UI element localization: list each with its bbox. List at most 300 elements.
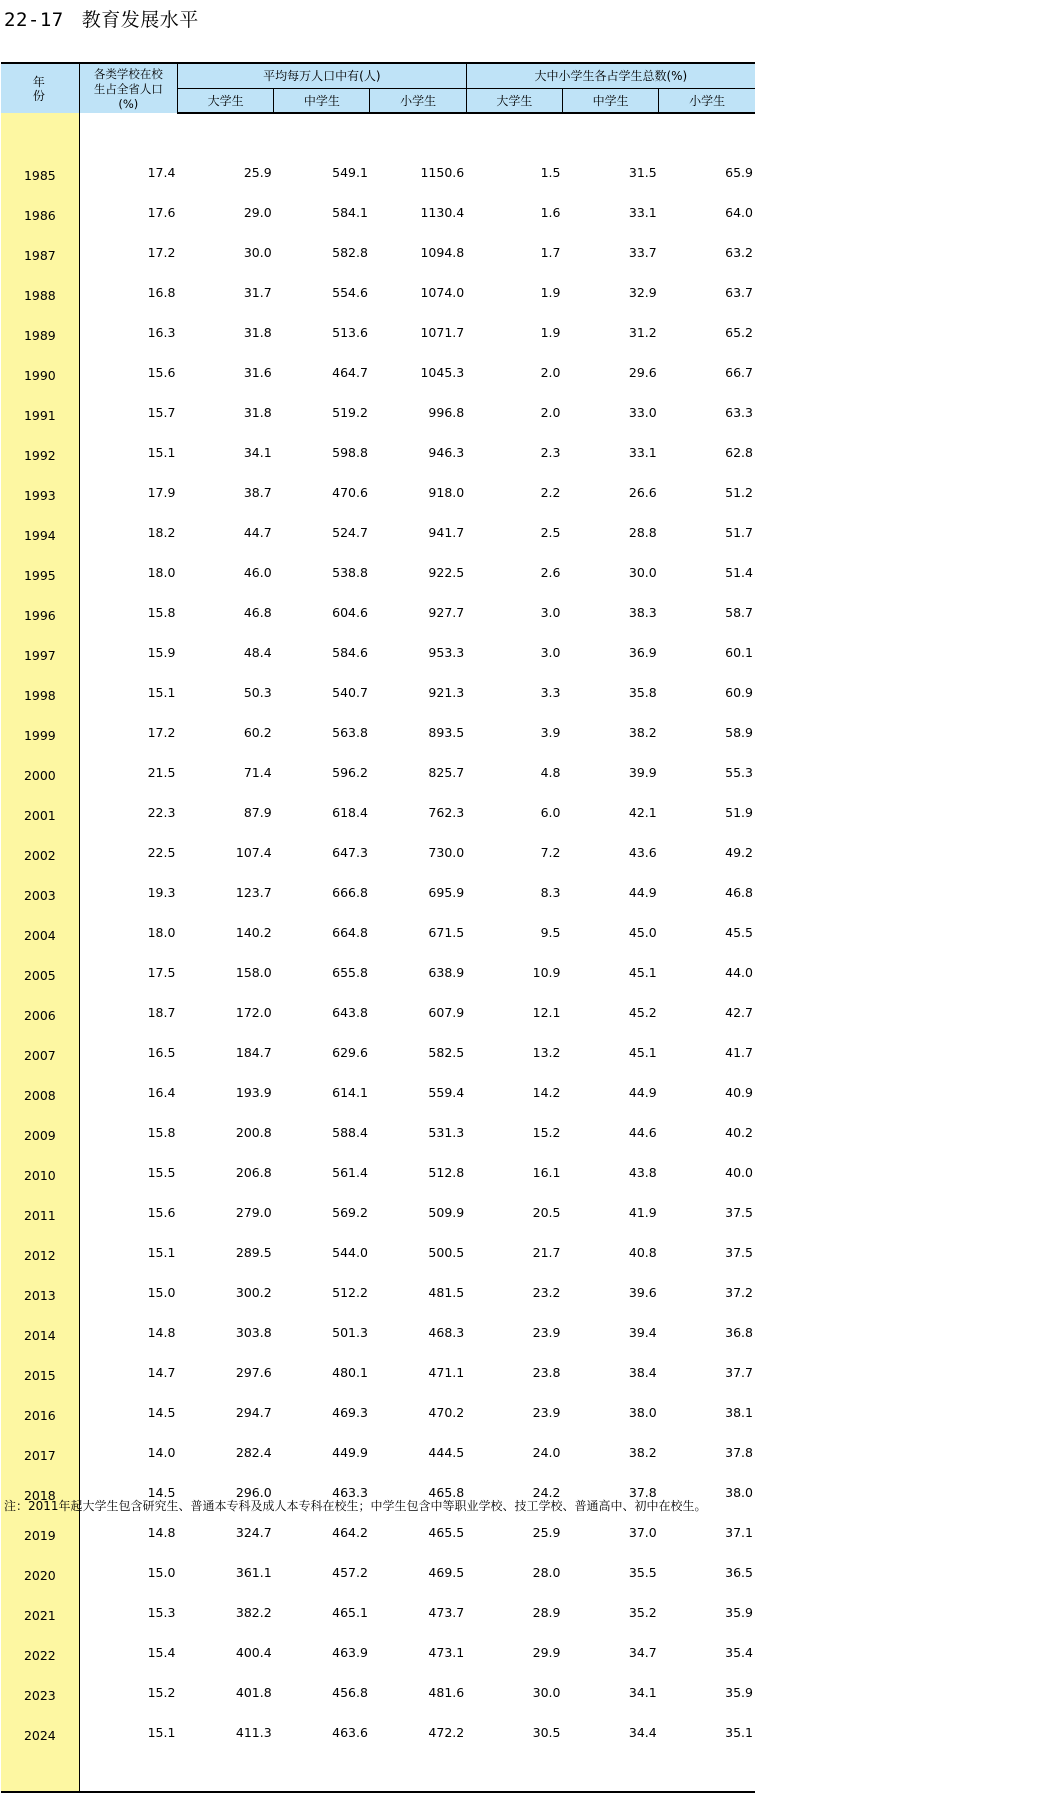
cell-primary-pct: 37.5: [725, 1245, 753, 1260]
cell-share: 15.1: [147, 445, 176, 460]
year-cell: [1, 113, 79, 148]
table-row: [1, 228, 755, 268]
cell-primary-pct: 62.8: [725, 445, 753, 460]
year-cell: [1, 1748, 79, 1792]
cell-primary-pct: 58.9: [725, 725, 753, 740]
cell-middle-pct: 37.0: [628, 1525, 657, 1540]
header-sub-university-pct: 大学生: [466, 89, 562, 114]
cell-year: 2002: [1, 828, 79, 868]
cell-primary-pct: 35.1: [725, 1725, 753, 1740]
table-row: [1, 668, 755, 708]
cell-primary-pct: 35.4: [725, 1645, 753, 1660]
cell-middle-per: 449.9: [332, 1445, 368, 1460]
cell-primary-per: 469.5: [428, 1565, 465, 1580]
cell-middle-per: 584.6: [332, 645, 368, 660]
cell-share: 16.5: [147, 1045, 176, 1060]
cell-year: 2015: [1, 1348, 79, 1388]
cell-middle-per: 549.1: [332, 165, 368, 180]
cell-year: 1986: [1, 188, 79, 228]
cell-middle-pct: 43.8: [628, 1165, 657, 1180]
cell-primary-pct: 66.7: [725, 365, 753, 380]
cell-university-pct: 30.5: [532, 1725, 561, 1740]
cell-university-per: 297.6: [235, 1365, 272, 1380]
cell-middle-pct: 31.2: [628, 325, 657, 340]
cell-middle-per: 464.2: [332, 1525, 368, 1540]
cell-year: 1988: [1, 268, 79, 308]
cell-primary-pct: 51.4: [725, 565, 753, 580]
cell-university-pct: 2.0: [540, 365, 561, 380]
cell-middle-per: 588.4: [332, 1125, 368, 1140]
cell-share: 14.5: [147, 1485, 176, 1500]
cell-middle-per: 501.3: [332, 1325, 368, 1340]
cell-primary-per: 671.5: [428, 925, 465, 940]
header-share-line3: (%): [118, 96, 139, 111]
header-sub-middle-per: 中学生: [274, 89, 370, 114]
cell-middle-per: 513.6: [332, 325, 368, 340]
cell-year: 1990: [1, 348, 79, 388]
cell-share: 17.5: [147, 965, 176, 980]
cell-year: 2003: [1, 868, 79, 908]
cell-share: 22.3: [147, 805, 176, 820]
empty-cell: [79, 113, 177, 148]
cell-university-per: 172.0: [235, 1005, 272, 1020]
cell-share: 18.7: [147, 1005, 176, 1020]
cell-university-per: 401.8: [235, 1685, 272, 1700]
footnote: 注：2011年起大学生包含研究生、普通本专科及成人本专科在校生；中学生包含中等职业学校、技工学校、普通高中、初中在校生。: [4, 1499, 707, 1513]
cell-university-per: 382.2: [235, 1605, 272, 1620]
cell-share: 15.7: [147, 405, 176, 420]
cell-university-pct: 2.3: [540, 445, 561, 460]
table-title: 教育发展水平: [81, 9, 199, 31]
cell-year: 2011: [1, 1188, 79, 1228]
cell-primary-pct: 41.7: [725, 1045, 753, 1060]
empty-cell: [79, 1748, 177, 1792]
cell-share: 14.8: [147, 1325, 176, 1340]
cell-share: 15.9: [147, 645, 176, 660]
cell-university-pct: 28.9: [532, 1605, 561, 1620]
cell-middle-per: 463.9: [332, 1645, 368, 1660]
cell-university-per: 294.7: [235, 1405, 272, 1420]
cell-primary-per: 922.5: [428, 565, 465, 580]
cell-university-per: 279.0: [235, 1205, 272, 1220]
cell-primary-per: 607.9: [428, 1005, 465, 1020]
cell-middle-pct: 32.9: [628, 285, 657, 300]
cell-year: 1997: [1, 628, 79, 668]
cell-primary-per: 921.3: [428, 685, 465, 700]
header-share: [79, 63, 177, 113]
table-row: [1, 1348, 755, 1388]
cell-share: 18.0: [147, 565, 176, 580]
cell-share: 17.2: [147, 245, 176, 260]
cell-primary-per: 512.8: [428, 1165, 465, 1180]
table-number: 22-17: [4, 9, 64, 31]
cell-primary-per: 465.8: [428, 1485, 465, 1500]
cell-middle-pct: 44.9: [628, 1085, 657, 1100]
cell-middle-pct: 45.2: [628, 1005, 657, 1020]
cell-primary-pct: 40.2: [725, 1125, 753, 1140]
empty-cell: [370, 113, 466, 148]
cell-share: 18.2: [147, 525, 176, 540]
cell-year: 2009: [1, 1108, 79, 1148]
cell-middle-pct: 44.9: [628, 885, 657, 900]
cell-middle-pct: 44.6: [628, 1125, 657, 1140]
cell-primary-per: 481.6: [428, 1685, 465, 1700]
cell-middle-per: 470.6: [332, 485, 368, 500]
cell-middle-pct: 33.0: [628, 405, 657, 420]
table-row: [1, 1308, 755, 1348]
cell-middle-pct: 45.1: [628, 1045, 657, 1060]
cell-share: 15.0: [147, 1565, 176, 1580]
table-row: [1, 1388, 755, 1428]
cell-share: 16.3: [147, 325, 176, 340]
cell-university-pct: 2.0: [540, 405, 561, 420]
cell-year: 1987: [1, 228, 79, 268]
end-row: [1, 1748, 755, 1792]
cell-primary-per: 730.0: [428, 845, 465, 860]
empty-cell: [562, 1748, 658, 1792]
table-row: [1, 1188, 755, 1228]
cell-primary-per: 941.7: [428, 525, 465, 540]
cell-university-pct: 1.9: [540, 325, 561, 340]
cell-middle-pct: 36.9: [628, 645, 657, 660]
cell-university-pct: 24.2: [532, 1485, 561, 1500]
cell-year: 2012: [1, 1228, 79, 1268]
cell-university-per: 296.0: [235, 1485, 272, 1500]
cell-middle-pct: 39.9: [628, 765, 657, 780]
cell-year: 2004: [1, 908, 79, 948]
cell-university-pct: 14.2: [532, 1085, 561, 1100]
cell-university-per: 31.6: [243, 365, 272, 380]
cell-university-pct: 29.9: [532, 1645, 561, 1660]
cell-share: 17.4: [147, 165, 176, 180]
cell-primary-per: 509.9: [428, 1205, 465, 1220]
cell-year: 2013: [1, 1268, 79, 1308]
table-row: [1, 548, 755, 588]
cell-year: 1992: [1, 428, 79, 468]
table-row: [1, 1268, 755, 1308]
cell-primary-pct: 55.3: [725, 765, 753, 780]
cell-middle-per: 643.8: [332, 1005, 368, 1020]
cell-primary-pct: 64.0: [725, 205, 753, 220]
cell-share: 15.1: [147, 1725, 176, 1740]
cell-university-pct: 1.7: [540, 245, 561, 260]
cell-primary-pct: 37.8: [725, 1445, 753, 1460]
cell-university-per: 46.8: [243, 605, 272, 620]
cell-university-per: 303.8: [235, 1325, 272, 1340]
cell-share: 15.1: [147, 685, 176, 700]
cell-primary-per: 1130.4: [420, 205, 465, 220]
cell-university-per: 361.1: [235, 1565, 272, 1580]
cell-university-pct: 15.2: [532, 1125, 561, 1140]
table-row: [1, 1708, 755, 1748]
cell-primary-per: 465.5: [428, 1525, 465, 1540]
header-sub-university-per: 大学生: [177, 89, 273, 114]
cell-middle-pct: 40.8: [628, 1245, 657, 1260]
cell-middle-per: 596.2: [332, 765, 368, 780]
table-row: [1, 1068, 755, 1108]
cell-university-pct: 1.9: [540, 285, 561, 300]
cell-middle-pct: 38.4: [628, 1365, 657, 1380]
cell-primary-pct: 36.8: [725, 1325, 753, 1340]
cell-primary-per: 638.9: [428, 965, 465, 980]
cell-middle-pct: 29.6: [628, 365, 657, 380]
cell-primary-per: 1071.7: [420, 325, 465, 340]
cell-share: 15.3: [147, 1605, 176, 1620]
cell-middle-pct: 38.2: [628, 725, 657, 740]
header-share-line1: 各类学校在校: [93, 66, 163, 81]
cell-middle-pct: 41.9: [628, 1205, 657, 1220]
cell-university-pct: 30.0: [532, 1685, 561, 1700]
cell-middle-per: 569.2: [332, 1205, 368, 1220]
cell-primary-per: 1150.6: [420, 165, 465, 180]
table-row: [1, 828, 755, 868]
cell-year: 1995: [1, 548, 79, 588]
cell-share: 17.6: [147, 205, 176, 220]
cell-primary-per: 918.0: [428, 485, 465, 500]
cell-year: 2023: [1, 1668, 79, 1708]
cell-university-pct: 7.2: [540, 845, 561, 860]
table-row: [1, 428, 755, 468]
cell-primary-pct: 63.7: [725, 285, 753, 300]
cell-share: 15.6: [147, 365, 176, 380]
cell-university-pct: 12.1: [532, 1005, 561, 1020]
cell-middle-per: 464.7: [332, 365, 368, 380]
cell-year: 1989: [1, 308, 79, 348]
cell-primary-pct: 44.0: [725, 965, 753, 980]
cell-primary-per: 825.7: [428, 765, 465, 780]
cell-university-per: 206.8: [235, 1165, 272, 1180]
cell-year: 1996: [1, 588, 79, 628]
table-row: [1, 1428, 755, 1468]
empty-cell: [177, 113, 273, 148]
cell-middle-per: 561.4: [332, 1165, 368, 1180]
cell-university-per: 31.7: [243, 285, 272, 300]
cell-university-pct: 6.0: [540, 805, 561, 820]
cell-primary-pct: 49.2: [725, 845, 753, 860]
cell-year: 1999: [1, 708, 79, 748]
cell-university-per: 300.2: [235, 1285, 272, 1300]
header-sub-primary-pct: 小学生: [659, 89, 755, 114]
cell-middle-per: 604.6: [332, 605, 368, 620]
cell-primary-per: 559.4: [428, 1085, 465, 1100]
empty-cell: [466, 1748, 562, 1792]
cell-year: 2007: [1, 1028, 79, 1068]
cell-university-pct: 3.9: [540, 725, 561, 740]
cell-primary-pct: 60.9: [725, 685, 753, 700]
cell-year: 2019: [1, 1508, 79, 1548]
cell-middle-pct: 42.1: [628, 805, 657, 820]
cell-year: 2008: [1, 1068, 79, 1108]
cell-middle-per: 554.6: [332, 285, 368, 300]
cell-middle-pct: 39.4: [628, 1325, 657, 1340]
table-row: [1, 508, 755, 548]
cell-year: 2016: [1, 1388, 79, 1428]
empty-cell: [274, 113, 370, 148]
cell-share: 14.5: [147, 1405, 176, 1420]
cell-primary-pct: 35.9: [725, 1685, 753, 1700]
cell-primary-per: 996.8: [428, 405, 465, 420]
cell-share: 15.1: [147, 1245, 176, 1260]
cell-primary-per: 1074.0: [420, 285, 465, 300]
cell-primary-per: 472.2: [428, 1725, 465, 1740]
empty-cell: [466, 113, 562, 148]
cell-share: 15.4: [147, 1645, 176, 1660]
cell-primary-pct: 45.5: [725, 925, 753, 940]
table-row: [1, 1668, 755, 1708]
cell-primary-per: 481.5: [428, 1285, 465, 1300]
cell-primary-per: 582.5: [428, 1045, 465, 1060]
cell-middle-pct: 37.8: [628, 1485, 657, 1500]
cell-university-per: 60.2: [243, 725, 272, 740]
cell-university-pct: 23.8: [532, 1365, 561, 1380]
page-title: [4, 5, 199, 32]
table-row: [1, 868, 755, 908]
cell-university-pct: 8.3: [540, 885, 561, 900]
table-row: [1, 1548, 755, 1588]
cell-year: 2020: [1, 1548, 79, 1588]
cell-middle-pct: 38.0: [628, 1405, 657, 1420]
cell-primary-pct: 38.1: [725, 1405, 753, 1420]
cell-primary-pct: 38.0: [725, 1485, 753, 1500]
cell-primary-pct: 51.7: [725, 525, 753, 540]
cell-primary-per: 762.3: [428, 805, 465, 820]
cell-university-pct: 25.9: [532, 1525, 561, 1540]
cell-share: 21.5: [147, 765, 176, 780]
cell-year: 2014: [1, 1308, 79, 1348]
cell-year: 2017: [1, 1428, 79, 1468]
cell-primary-pct: 36.5: [725, 1565, 753, 1580]
cell-university-per: 158.0: [235, 965, 272, 980]
cell-year: 2006: [1, 988, 79, 1028]
cell-primary-per: 444.5: [428, 1445, 465, 1460]
table-row: [1, 708, 755, 748]
cell-university-per: 25.9: [243, 165, 272, 180]
cell-primary-per: 470.2: [428, 1405, 465, 1420]
empty-cell: [562, 113, 658, 148]
table-row: [1, 628, 755, 668]
header-pct-group: 大中小学生各占学生总数(%): [466, 63, 755, 89]
cell-year: 2022: [1, 1628, 79, 1668]
cell-middle-pct: 31.5: [628, 165, 657, 180]
cell-university-per: 71.4: [243, 765, 272, 780]
cell-middle-pct: 39.6: [628, 1285, 657, 1300]
cell-share: 17.2: [147, 725, 176, 740]
cell-primary-pct: 51.9: [725, 805, 753, 820]
cell-middle-per: 563.8: [332, 725, 368, 740]
table-row: [1, 1108, 755, 1148]
cell-share: 14.7: [147, 1365, 176, 1380]
cell-middle-pct: 34.4: [628, 1725, 657, 1740]
cell-middle-per: 538.8: [332, 565, 368, 580]
cell-year: 2018: [1, 1468, 79, 1508]
cell-university-pct: 10.9: [532, 965, 561, 980]
cell-middle-per: 598.8: [332, 445, 368, 460]
cell-year: 1998: [1, 668, 79, 708]
cell-middle-pct: 45.0: [628, 925, 657, 940]
cell-university-per: 400.4: [235, 1645, 272, 1660]
cell-middle-pct: 38.3: [628, 605, 657, 620]
table-row: [1, 1588, 755, 1628]
cell-middle-pct: 45.1: [628, 965, 657, 980]
cell-primary-pct: 51.2: [725, 485, 753, 500]
cell-primary-per: 893.5: [428, 725, 465, 740]
cell-middle-per: 666.8: [332, 885, 368, 900]
cell-primary-per: 927.7: [428, 605, 465, 620]
cell-middle-pct: 33.7: [628, 245, 657, 260]
table-row: [1, 588, 755, 628]
table-row: [1, 1628, 755, 1668]
cell-middle-per: 512.2: [332, 1285, 368, 1300]
cell-primary-per: 695.9: [428, 885, 465, 900]
cell-primary-per: 471.1: [428, 1365, 465, 1380]
table-header: [1, 63, 755, 113]
table-row: [1, 388, 755, 428]
cell-university-pct: 2.2: [540, 485, 561, 500]
cell-primary-pct: 63.2: [725, 245, 753, 260]
cell-middle-per: 655.8: [332, 965, 368, 980]
cell-share: 18.0: [147, 925, 176, 940]
cell-share: 15.2: [147, 1685, 176, 1700]
cell-middle-pct: 43.6: [628, 845, 657, 860]
cell-primary-pct: 37.1: [725, 1525, 753, 1540]
cell-year: 2010: [1, 1148, 79, 1188]
cell-primary-pct: 42.7: [725, 1005, 753, 1020]
cell-university-pct: 13.2: [532, 1045, 561, 1060]
cell-share: 15.0: [147, 1285, 176, 1300]
cell-middle-pct: 35.2: [628, 1605, 657, 1620]
cell-year: 2000: [1, 748, 79, 788]
header-share-line2: 生占全省人口: [93, 81, 163, 96]
cell-university-per: 140.2: [235, 925, 272, 940]
cell-university-pct: 1.6: [540, 205, 561, 220]
cell-middle-per: 629.6: [332, 1045, 368, 1060]
cell-year: 1994: [1, 508, 79, 548]
cell-middle-pct: 28.8: [628, 525, 657, 540]
cell-university-per: 48.4: [243, 645, 272, 660]
cell-share: 14.8: [147, 1525, 176, 1540]
cell-primary-pct: 65.9: [725, 165, 753, 180]
cell-university-per: 31.8: [243, 325, 272, 340]
header-per-group: 平均每万人口中有(人): [177, 63, 466, 89]
cell-share: 19.3: [147, 885, 176, 900]
cell-share: 16.4: [147, 1085, 176, 1100]
cell-middle-per: 614.1: [332, 1085, 368, 1100]
cell-primary-pct: 37.7: [725, 1365, 753, 1380]
cell-university-pct: 2.5: [540, 525, 561, 540]
cell-university-per: 411.3: [235, 1725, 272, 1740]
cell-middle-per: 463.3: [332, 1485, 368, 1500]
cell-year: 1993: [1, 468, 79, 508]
cell-year: 2001: [1, 788, 79, 828]
cell-year: 2005: [1, 948, 79, 988]
cell-middle-pct: 34.7: [628, 1645, 657, 1660]
cell-university-pct: 23.2: [532, 1285, 561, 1300]
cell-share: 15.6: [147, 1205, 176, 1220]
cell-primary-pct: 58.7: [725, 605, 753, 620]
cell-university-pct: 3.3: [540, 685, 561, 700]
cell-university-per: 193.9: [235, 1085, 272, 1100]
cell-middle-per: 480.1: [332, 1365, 368, 1380]
empty-cell: [274, 1748, 370, 1792]
cell-university-per: 200.8: [235, 1125, 272, 1140]
cell-middle-per: 524.7: [332, 525, 368, 540]
cell-university-pct: 3.0: [540, 645, 561, 660]
cell-university-per: 29.0: [243, 205, 272, 220]
cell-primary-per: 946.3: [428, 445, 465, 460]
cell-year: 1991: [1, 388, 79, 428]
cell-university-per: 44.7: [243, 525, 272, 540]
cell-middle-per: 457.2: [332, 1565, 368, 1580]
